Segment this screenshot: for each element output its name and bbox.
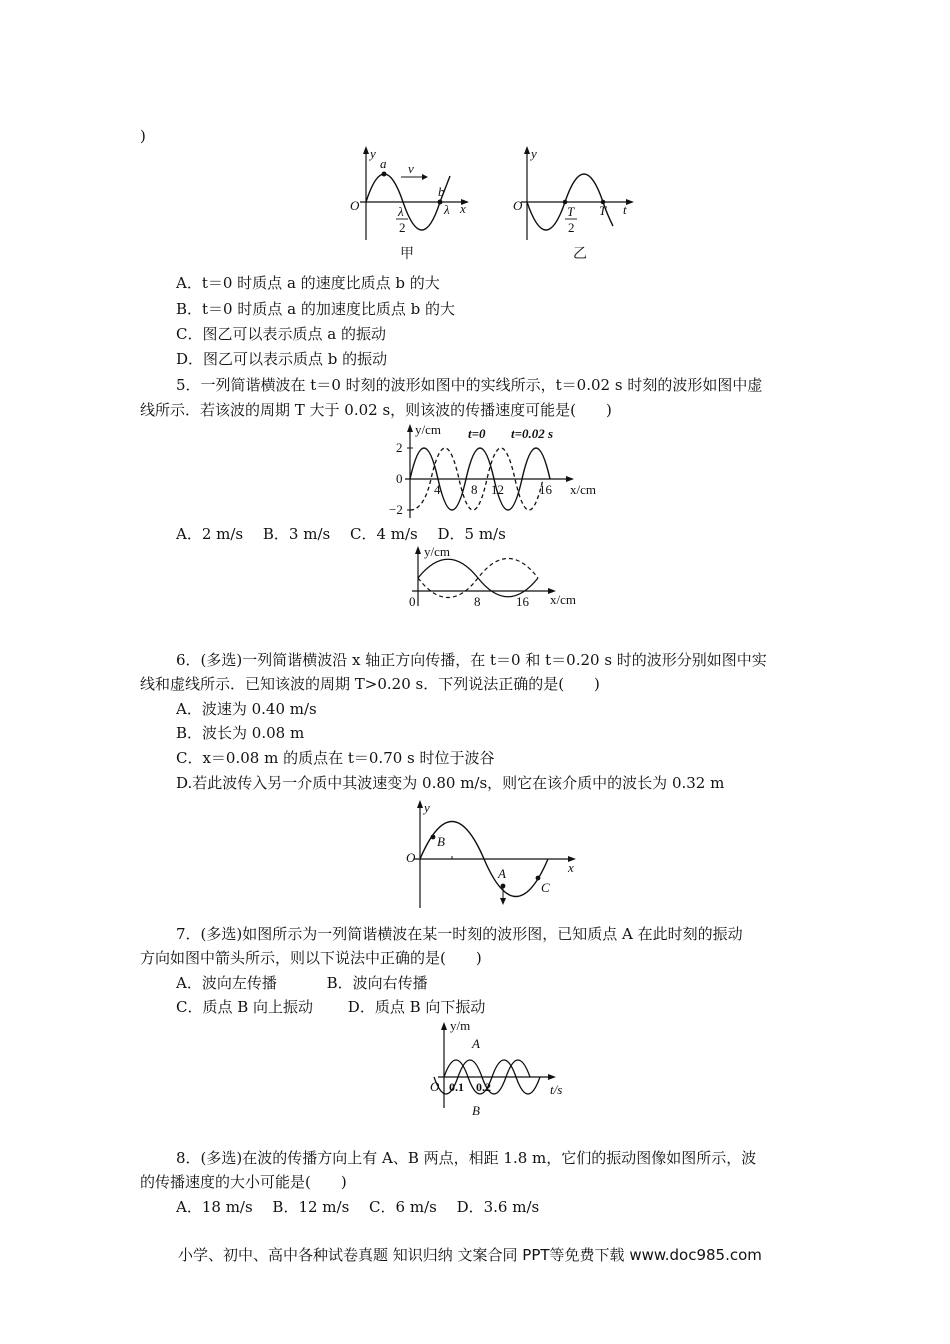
fig3-ym2-label: −2 — [389, 502, 403, 517]
fig5-A-label: A — [498, 866, 506, 881]
fig1-b-label: b — [438, 184, 445, 199]
fig6-t01-label: 0.1 — [449, 1080, 464, 1094]
fig6-t-axis-label: t/s — [550, 1082, 563, 1097]
fig5-y-label: y — [424, 800, 430, 815]
q6-option-a: A．波速为 0.40 m/s — [176, 700, 317, 718]
fig1-half-lambda-num: λ — [398, 204, 404, 219]
fig1-lambda-label: λ — [444, 202, 450, 217]
figure-yi-vibration — [505, 140, 645, 265]
fig3-y2-label: 2 — [396, 440, 403, 455]
fig5-B-label: B — [437, 834, 445, 849]
page-footer: 小学、初中、高中各种试卷真题 知识归纳 文案合同 PPT等免费下载 www.doc985.com — [178, 1246, 762, 1264]
q4-option-d: D．图乙可以表示质点 b 的振动 — [176, 350, 388, 368]
q4-option-a: A．t＝0 时质点 a 的速度比质点 b 的大 — [176, 274, 440, 292]
q7-stem-2: 方向如图中箭头所示，则以下说法中正确的是( ) — [140, 949, 482, 967]
fig1-y-label: y — [370, 146, 376, 161]
q7-stem-1: 7．(多选)如图所示为一列简谐横波在某一时刻的波形图，已知质点 A 在此时刻的振动 — [176, 925, 743, 943]
figure-q7-wave — [400, 794, 590, 912]
fig5-x-label: x — [568, 860, 574, 875]
q6-option-c: C．x＝0.08 m 的质点在 t＝0.70 s 时位于波谷 — [176, 749, 495, 767]
fig1-caption: 甲 — [400, 247, 414, 262]
q7-options-cd: C．质点 B 向上振动 D．质点 B 向下振动 — [176, 998, 486, 1016]
fig3-x-axis-label: x/cm — [570, 482, 596, 497]
fig1-origin-label: O — [350, 198, 360, 213]
fig4-x-axis-label: x/cm — [550, 592, 576, 607]
q4-option-b: B．t＝0 时质点 a 的加速度比质点 b 的大 — [176, 300, 455, 318]
q4-tail: ) — [140, 127, 146, 145]
fig3-x8-label: 8 — [471, 482, 478, 497]
fig1-half-lambda-den: 2 — [399, 220, 406, 235]
fig3-x16-label: 16 — [539, 482, 552, 497]
figure-jia-wave — [340, 140, 480, 265]
fig5-C-label: C — [541, 880, 550, 895]
dashed-wave — [418, 559, 538, 598]
point-b — [438, 200, 443, 205]
fig6-y-axis-label: y/m — [450, 1018, 471, 1033]
figure-q5-waves — [385, 422, 610, 522]
fig3-x12-label: 12 — [491, 482, 504, 497]
fig2-caption: 乙 — [573, 247, 587, 262]
q4-option-c: C．图乙可以表示质点 a 的振动 — [176, 325, 386, 343]
fig3-y-axis-label: y/cm — [415, 422, 441, 437]
fig1-a-label: a — [380, 156, 387, 171]
q6-stem-1: 6．(多选)一列简谐横波沿 x 轴正方向传播，在 t＝0 和 t＝0.20 s 时的波形分别如图中实 — [176, 651, 767, 669]
fig2-half-t-den: 2 — [568, 220, 575, 235]
fig2-half-t-num: T — [567, 204, 575, 219]
fig3-t0-label: t=0 — [468, 426, 486, 441]
q5-stem-1: 5．一列简谐横波在 t＝0 时刻的波形如图中的实线所示，t＝0.02 s 时刻的波形如图中虚 — [176, 376, 763, 394]
fig1-x-label: x — [460, 201, 466, 216]
figure-q6-waves — [400, 544, 590, 614]
q8-stem-1: 8．(多选)在波的传播方向上有 A、B 两点，相距 1.8 m，它们的振动图像如图所示，波 — [176, 1149, 757, 1167]
fig6-B-label: B — [472, 1103, 480, 1118]
fig3-y0-label: 0 — [396, 471, 403, 486]
fig4-x0-label: 0 — [409, 594, 416, 609]
fig6-origin-label: O — [430, 1079, 440, 1094]
q6-option-d: D.若此波传入另一介质中其波速变为 0.80 m/s，则它在该介质中的波长为 0.32 m — [176, 774, 725, 792]
point-C — [536, 876, 541, 881]
figure-q8-vibrations — [420, 1018, 580, 1118]
point-B — [431, 835, 436, 840]
q8-options: A．18 m/s B．12 m/s C．6 m/s D．3.6 m/s — [176, 1198, 540, 1216]
q8-stem-2: 的传播速度的大小可能是( ) — [140, 1173, 347, 1191]
fig3-x4-label: 4 — [434, 482, 441, 497]
q7-options-ab: A．波向左传播 B．波向右传播 — [176, 974, 428, 992]
q5-stem-2: 线所示．若该波的周期 T 大于 0.02 s，则该波的传播速度可能是( ) — [140, 401, 612, 419]
fig6-t02-label: 0.2 — [476, 1080, 491, 1094]
fig2-y-label: y — [531, 146, 537, 161]
fig6-A-label: A — [472, 1036, 480, 1051]
q5-options: A．2 m/s B．3 m/s C．4 m/s D．5 m/s — [176, 525, 506, 543]
q6-stem-2: 线和虚线所示．已知该波的周期 T>0.20 s．下列说法正确的是( ) — [140, 675, 600, 693]
fig2-origin-label: O — [513, 198, 523, 213]
fig4-x8-label: 8 — [474, 594, 481, 609]
fig3-t002-label: t=0.02 s — [511, 426, 554, 441]
fig2-t-axis-label: t — [623, 202, 627, 217]
fig5-origin-label: O — [406, 850, 416, 865]
fig4-x16-label: 16 — [516, 594, 529, 609]
fig2-t-period-label: T — [599, 203, 607, 218]
fig1-v-label: v — [408, 161, 414, 176]
point-a — [382, 172, 387, 177]
q6-option-b: B．波长为 0.08 m — [176, 724, 305, 742]
fig4-y-axis-label: y/cm — [424, 544, 450, 559]
